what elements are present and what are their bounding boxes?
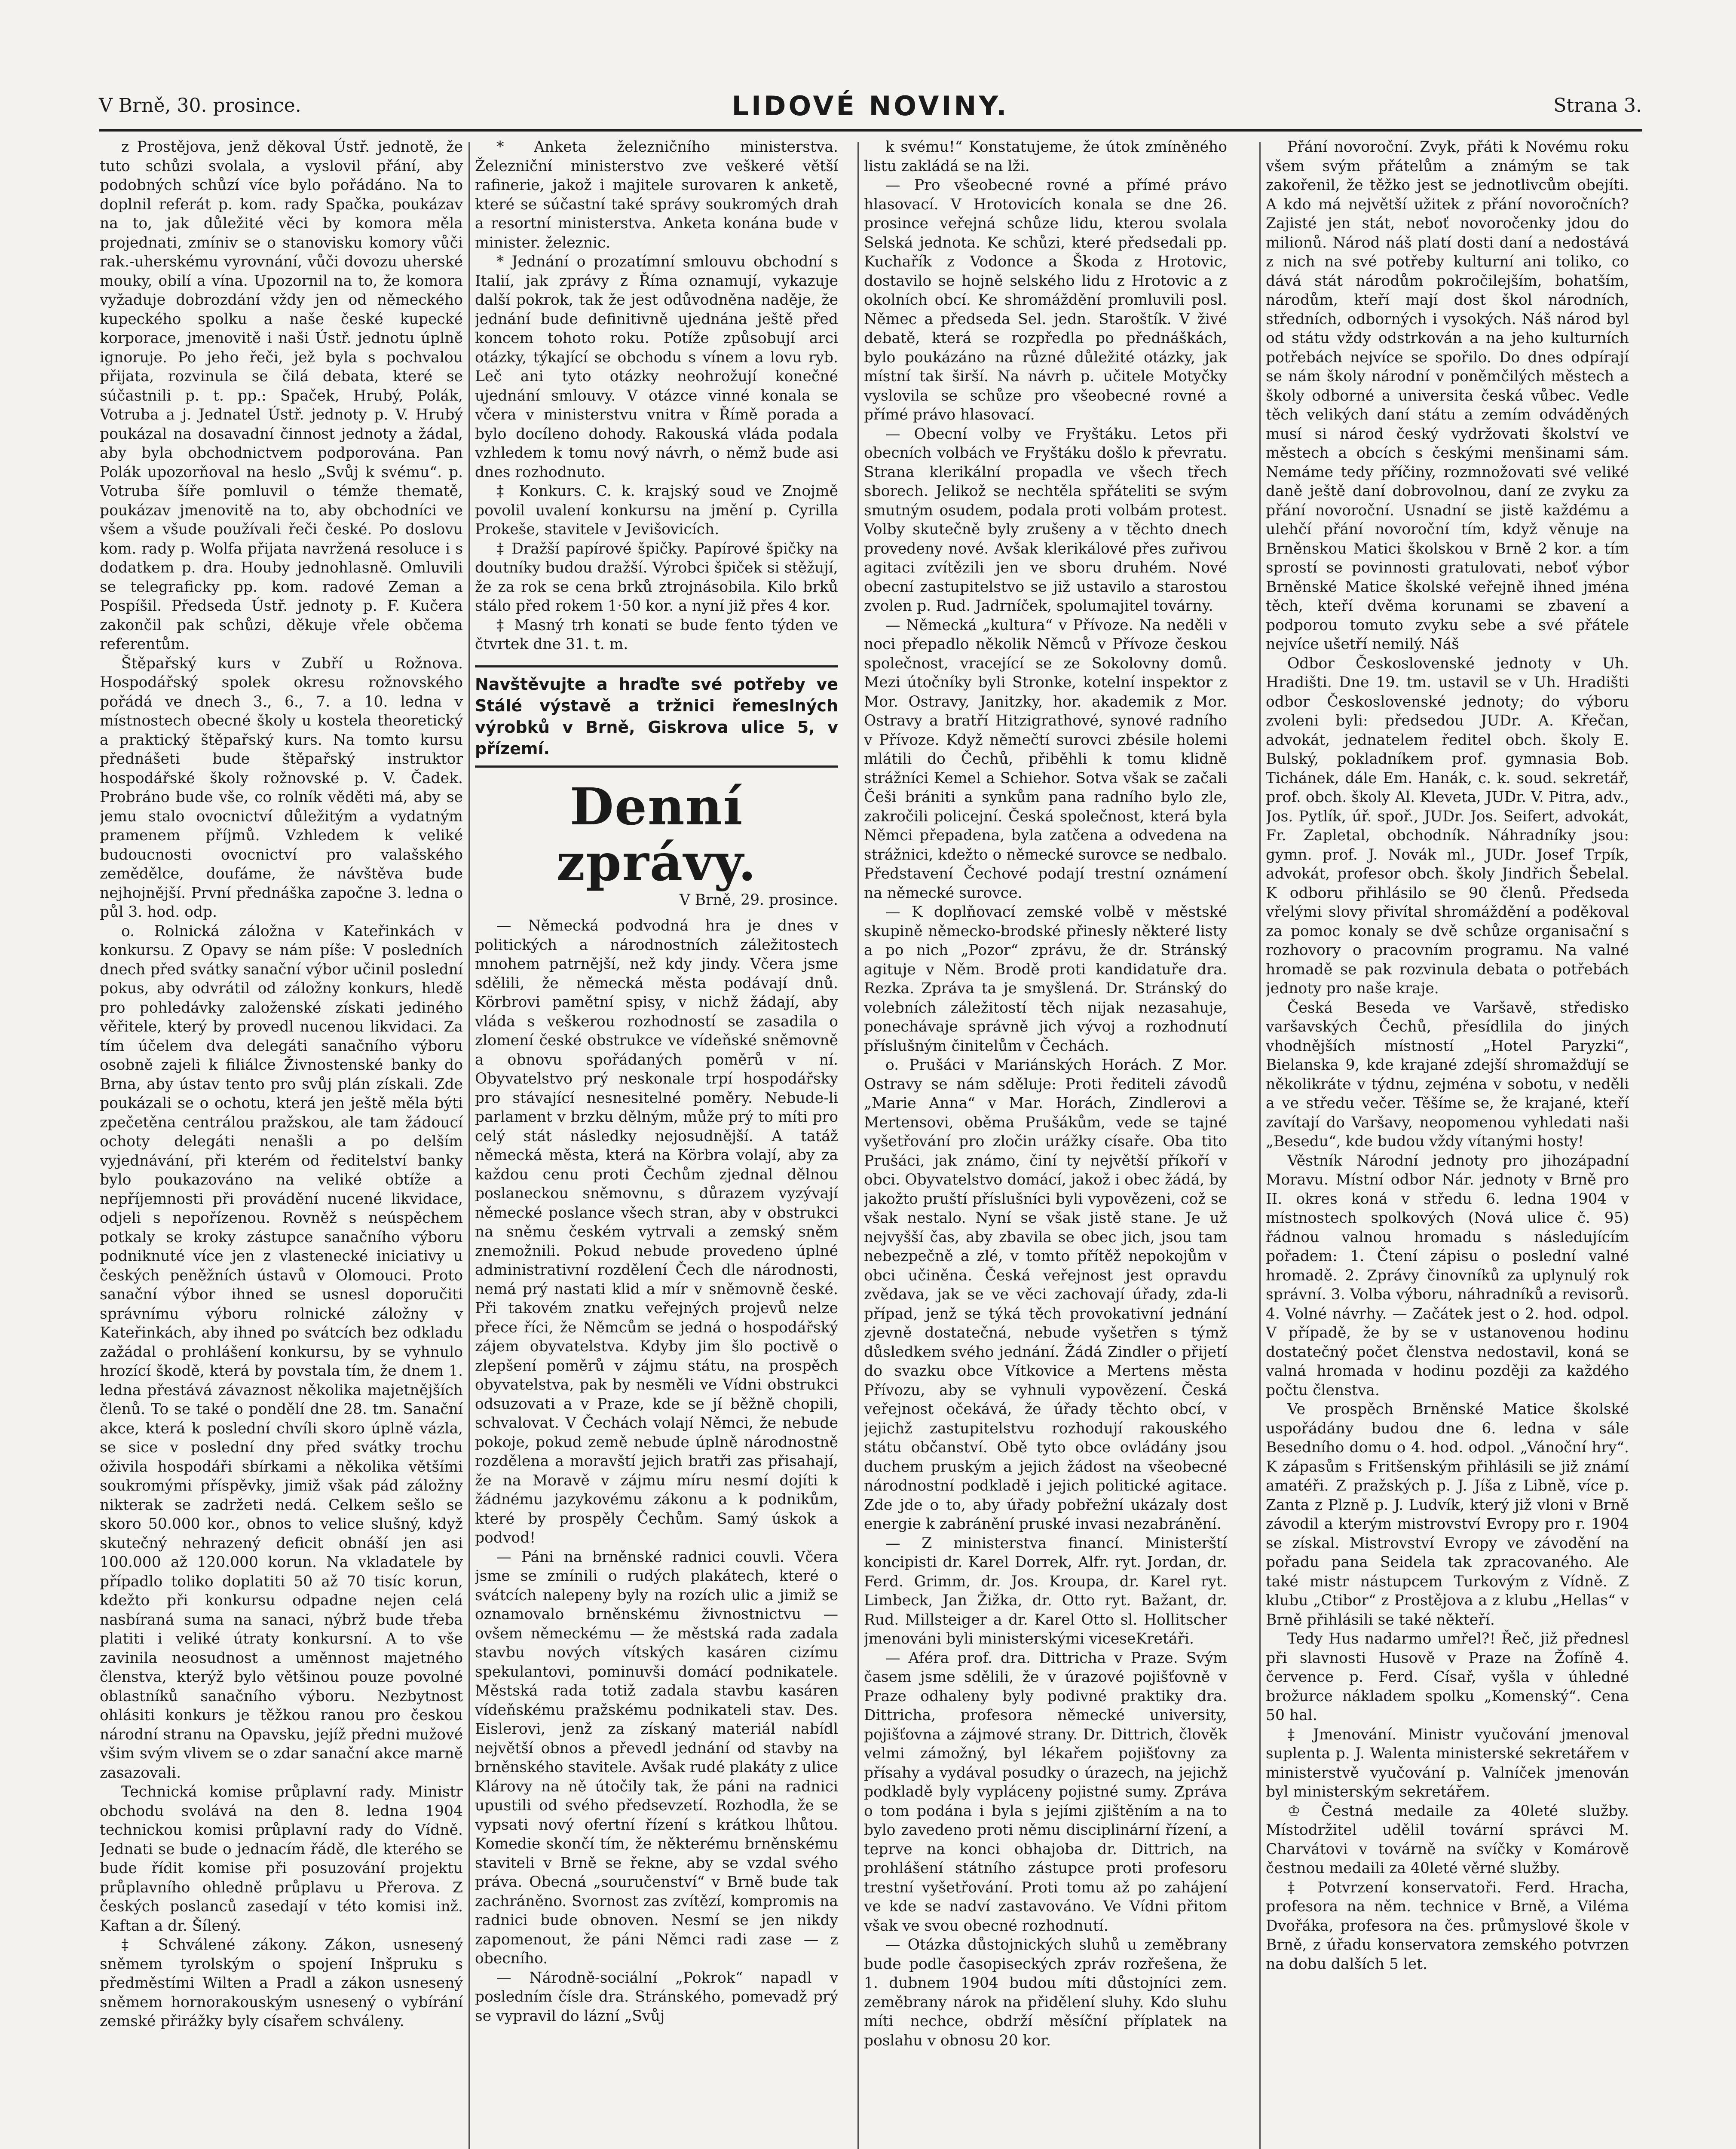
article-paragraph: * Jednání o prozatímní smlouvu obchodní s Italií, jak zprávy z Říma oznamují, vykazuje další pokrok, tak že jest odůvodněna naděje, že jednání bude definitivně ujednána ještě před koncem tohoto roku. Potíže způsobují arci otázky, týkající se obchodu s vínem a lovu ryb. Leč ani tyto otázky neohrožují konečné ujednání smlouvy. V otázce vinné konala se včera v ministerstvu vnitra v Římě porada a bylo docíleno dohody. Rakouská vláda podala vzhledem k tomu nový návrh, o němž bude asi dnes rozhodnuto. <box>475 253 838 481</box>
article-paragraph: — Pro všeobecné rovné a přímé právo hlasovací. V Hrotovicích konala se dne 26. prosince veřejná schůze lidu, kterou svolala Selská jednota. Ke schůzi, které předsedali pp. Kuchařík z Vodonce a Škoda z Hrotovic, dostavilo se hojně selského lidu z Hrotovic a z okolních obcí. Ke shromáždění promluvili posl. Němec a předseda Sel. jedn. Staroštík. V živé debatě, která se rozpředla po přednáškách, bylo poukázáno na různé důležité otázky, jak místní tak širší. Na návrh p. učitele Motyčky vyslovila se schůze pro všeobecné rovné a přímé právo hlasovací. <box>864 177 1227 423</box>
article-paragraph: — Aféra prof. dra. Dittricha v Praze. Svým časem jsme sdělili, že v úrazové pojišťovně v Praze odhaleny byly podivné praktiky dra. Dittricha, profesora německé university, pojišťovna a zájmové strany. Dr. Dittrich, člověk velmi zámožný, byl lékařem pojišťovny za přísahy a vydával posudky o úrazech, na jejichž podkladě byly vypláceny pojistné sumy. Zpráva o tom podána i byla s jejími zjištěním a na to bylo zavedeno proti němu disciplinární řízení, a teprve na konci obhajoba dr. Dittrich, na prohlášení státního zástupce proti profesoru trestní vyšetřování. Proti tomu až po zahájení ve kde se nadví zastavováno. Ve Vídni přitom však ve svou obecné rozhodnutí. <box>864 1649 1227 1935</box>
article-paragraph: Věstník Národní jednoty pro jihozápadní Moravu. Místní odbor Nár. jednoty v Brně pro II. okres koná v středu 6. ledna 1904 v místnostech spolkových (Nová ulice č. 95) řádnou valnou hromadu s následujícím pořadem: 1. Čtení zápisu o poslední valné hromadě. 2. Zprávy činovníků za uplynulý rok správní. 3. Volba výboru, náhradníků a revisorů. 4. Volné návrhy. — Začátek jest o 2. hod. odpol. V případě, že by se v ustanovenou hodinu dostatečný počet členstva nedostavil, koná se valná hromada v hodinu později za každého počtu členstva. <box>1266 1152 1629 1399</box>
header-date: V Brně, 30. prosince. <box>99 95 301 116</box>
section-date: V Brně, 29. prosince. <box>679 891 838 909</box>
article-paragraph: z Prostějova, jenž děkoval Ústř. jednotě, že tuto schůzi svolala, a vyslovil přání, aby podobných schůzí více bylo pořádáno. Na to doplnil referát p. kom. rady Spačka, poukázav na to, jak důležité věci by komora měla projednati, zmíniv se o stanovisku komory vůči rak.-uherskému vyrovnání, vůči dovozu uherské mouky, obilí a vína. Upozornil na to, že komora vyžaduje dobrozdání vždy jen od německého kupeckého spolku a naše české kupecké korporace, jmenovitě i naši Ústř. jednotu úplně ignoruje. Po jeho řeči, jež byla s pochvalou přijata, rozvinula se čilá debata, které se súčastnili p. t. pp.: Spaček, Hrubý, Polák, Votruba a j. Jednatel Ústř. jednoty p. V. Hrubý poukázal na dosavadní činnost jednoty a žádal, aby byla obchodnictvem podporována. Pan Polák upozorňoval na heslo „Svůj k svému“. p. Votruba šíře pomluvil o témže thematě, poukázav jmenovitě na to, aby obchodníci ve všem a všude používali řeči české. Po doslovu kom. rady p. Wolfa přijata navržená resoluce i s dodatkem p. dra. Houby jednohlasně. Omluvili se telegraficky pp. kom. radové Zeman a Pospíšil. Předseda Ústř. jednoty p. F. Kučera zakončil pak schůzi, děkuje vřele občema referentům. <box>100 138 463 653</box>
article-paragraph: — Páni na brněnské radnici couvli. Včera jsme se zmínili o rudých plakátech, které o svátcích nalepeny byly na rozích ulic a jimiž se oznamovalo brněnskému živnostnictvu — ovšem německému — že městská rada zadala stavbu nových vítských kasáren cizímu spekulantovi, pominuvši domácí podnikatele. Městská rada totiž zadala stavbu kasáren vídeňskému pražskému podnikateli stav. Des. Eislerovi, jenž za získaný materiál nabídl největší obnos a převedl jednání od stavby na brněnského stavitele. Avšak rudé plakáty z ulice Klárovy na ně útočily tak, že páni na radnici upustili od svého předsevzetí. Rozhodla, že se vypsati nový ofertní řízení s krátkou lhůtou. Komedie skončí tím, že některému brněnskému staviteli v Brně se řekne, aby se vzdal svého práva. Obecná „souručenství“ v Brně bude tak zachráněno. Svornost zas zvítězí, kompromis na radnici bude obnoven. Nesmí se jen nikdy zapomenout, že páni Němci radi zase — z obecního. <box>475 1548 838 1967</box>
article-paragraph: — Z ministerstva financí. Ministerští koncipisti dr. Karel Dorrek, Alfr. ryt. Jordan, dr. Ferd. Grimm, dr. Jos. Kroupa, dr. Karel ryt. Limbeck, Jan Žižka, dr. Otto ryt. Bažant, dr. Rud. Millsteiger a dr. Karel Otto sl. Hollitscher jmenováni byli ministerskými viceseKretáři. <box>864 1534 1227 1647</box>
column-2 <box>475 138 838 2149</box>
masthead-title: LIDOVÉ NOVINY. <box>732 90 1009 122</box>
column-rule <box>468 142 470 2149</box>
article-paragraph: ‡ Masný trh konati se bude fento týden ve čtvrtek dne 31. t. m. <box>475 616 838 653</box>
article-paragraph: — Otázka důstojnických sluhů u zeměbrany bude podle časopiseckých zpráv rozřešena, že 1. dubnem 1904 budou míti důstojníci zem. zeměbrany nárok na přidělení sluhy. Kdo sluhu míti nechce, obdrží měsíční příplatek na poslahu v obnosu 20 kor. <box>864 1936 1227 2049</box>
article-paragraph: Přání novoroční. Zvyk, přáti k Novému roku všem svým přátelům a známým se tak zakořenil, že těžko jest se jednotlivcům obejíti. A kdo má největší užitek z přání novoročních? Zajisté jen stát, neboť novoročenky jdou do milionů. Národ náš platí dosti daní a nedostává z nich na své potřeby kulturní ani toliko, co dává stát národům pokročilejším, bohatším, národům, kteří mají dost škol národních, středních, odborných i vysokých. Náš národ byl od státu vždy odstrkován a na jeho kulturních potřebách nejvíce se spořilo. Do dnes odpírají se nám školy národní v poněmčilých městech a školy odborné a universita česká vůbec. Vedle těch velikých daní státu a zemím odváděných musí si národ český vydržovati školství ve městech a obcích s českými menšinami sám. Nemáme tedy příčiny, rozmnožovati své veliké daně ještě daní dobrovolnou, daní ze zvyku za přání novoroční. Usnadní se jistě každému a ulehčí přání novoroční tím, když věnuje na Brněnskou Matici školskou v Brně 2 kor. a tím sprostí se povinnosti gratulovati, neboť výbor Brněnské Matice školské veřejně ihned jména těch, kteří dvěma korunami se zbavení a podporou tomuto zvyku sebe a své přátele nejvíce ušetří nemilý. Náš <box>1266 138 1629 653</box>
article-paragraph: Štěpařský kurs v Zubří u Rožnova. Hospodářský spolek okresu rožnovského pořádá ve dnech 3., 6., 7. a 10. ledna v místnostech obecné školy u kostela theoretický a praktický štěpařský kurs. Na tomto kursu přednášeti bude štěpařský instruktor hospodářské školy rožnovské p. V. Čadek. Probráno bude vše, co rolník věděti má, aby se jemu stalo ovocnictví důležitým a vydatným pramenem příjmů. Vzhledem k veliké budoucnosti ovocnictví pro valašského zemědělce, doufáme, že návštěva bude nejhojnější. První přednáška započne 3. ledna o půl 3. hod. odp. <box>100 655 463 921</box>
column-4 <box>1266 138 1629 2149</box>
page-header <box>99 90 1642 132</box>
article-paragraph: ‡ Konkurs. C. k. krajský soud ve Znojmě povolil uvalení konkursu na jmění p. Cyrilla Prokeše, stavitele v Jevišovicích. <box>475 483 838 538</box>
article-paragraph: — Obecní volby ve Fryštáku. Letos při obecních volbách ve Fryštáku došlo k převratu. Strana klerikální propadla ve všech třech sborech. Jelikož se nechtěla spřáteliti se svým smutným osudem, podala proti volbám protest. Volby skutečně byly zrušeny a v těchto dnech provedeny nové. Avšak klerikálové přes zuřivou agitaci zvítězili jen ve sboru druhém. Nové obecní zastupitelstvo se již ustavilo a starostou zvolen p. Rud. Jadrníček, spolumajitel továrny. <box>864 425 1227 615</box>
article-paragraph: o. Prušáci v Mariánských Horách. Z Mor. Ostravy se nám sděluje: Proti řediteli závodů „Marie Anna“ v Mar. Horách, Zindlerovi a Mertensovi, oběma Prušákům, vede se tajné vyšetřování pro zločin urážky císaře. Oba tito Prušáci, jak známo, činí ty největší příkoří v obci. Obyvatelstvo domácí, jakož i obec žádá, by jakožto pruští příslušníci byli vypovězeni, což se však nestalo. Nyní se však jistě stane. Je už nejvyšší čas, aby zbavila se obec jich, jsou tam nebezpečně a zlé, v tomto přítěž nepokojům v obci učiněna. Česká veřejnost jest opravdu zvědava, jak se ve věci zachovají úřady, zda-li případ, jenž se týká těch provokativní jednání zjevně dostatečná, nebude vyšetřen s týmž důsledkem svého jednání. Žádá Zindler o přijetí do svazku obce Vítkovice a Mertens města Přívozu, aby se vyhnuli vypovězení. Česká veřejnost očekává, že úřady těchto obcí, v jejichž zastupitelstvu rozhodují rakouského státu občanství. Obě tyto obce ovládány jsou duchem pruským a jejich žádost na všeobecné národnostní podkladě i jejich politické agitace. Zde jde o to, aby úřady pobřežní ukázaly dost energie k zabránění pruské invasi nezabránění. <box>864 1056 1227 1533</box>
column-3 <box>864 138 1227 2149</box>
column-rule <box>1259 142 1261 2149</box>
article-paragraph: ‡ Jmenování. Ministr vyučování jmenoval suplenta p. J. Walenta ministerské sekretářem v ministerstvě vyučování p. Valníček jmenován byl ministerským sekretářem. <box>1266 1726 1629 1800</box>
article-paragraph: — Německá „kultura“ v Přívoze. Na neděli v noci přepadlo několik Němců v Přívoze českou společnost, vracející se ze Sokolovny domů. Mezi útočníky byli Stronke, kotelní inspektor z Mor. Ostravy, Janitzky, hor. akademik z Mor. Ostravy a bratří Hitzigrathové, synové radního v Přívoze. Když němečtí surovci zbésile holemi mlátili do Čechů, přiběhli k tomu klidně strážníci Kemel a Schiehor. Sotva však se začali Češi brániti a synkům pana radního bylo zle, zakročili policejní. Česká společnost, která byla Němci přepadena, byla zatčena a odvedena na strážnici, kdežto o německé surovce se nedbalo. Představení Čechové podají trestní oznámení na německé surovce. <box>864 616 1227 902</box>
article-paragraph: ‡ Potvrzení konservatoři. Ferd. Hracha, profesora na něm. technice v Brně, a Viléma Dvořáka, profesora na čes. průmyslové škole v Brně, z úřadu konservatora zemského potvrzen na dobu dalších 5 let. <box>1266 1879 1629 1973</box>
column-1 <box>100 138 463 2149</box>
advertisement-text: Navštěvujte a hraďte své potřeby ve Stálé výstavě a tržnici řemeslných výrobků v Brně, Giskrova ulice 5, v přízemí. <box>475 674 838 758</box>
page-number: Strana 3. <box>1553 95 1642 116</box>
article-paragraph: Tedy Hus nadarmo umřel?! Řeč, již přednesl při slavnosti Husově v Praze na Žofíně 4. července p. Ferd. Císař, vyšla v úhledné brožurce nákladem spolku „Komenský“. Cena 50 hal. <box>1266 1630 1629 1724</box>
article-paragraph: Technická komise průplavní rady. Ministr obchodu svolává na den 8. ledna 1904 technickou komisi průplavní rady do Vídně. Jednati se bude o jednacím řádě, dle kterého se bude řídit komise při posuzování projektu průplavního ohledně průplavu u Přerova. Z českých poslanců zasedají v této komisi inž. Kaftan a dr. Šílený. <box>100 1783 463 1935</box>
article-paragraph: ‡ Dražší papírové špičky. Papírové špičky na doutníky budou dražší. Výrobci špiček si stěžují, že za rok se cena brků ztrojnásobila. Kilo brků stálo před rokem 1·50 kor. a nyní již přes 4 kor. <box>475 540 838 615</box>
article-paragraph: * Anketa železničního ministerstva. Železniční ministerstvo zve veškeré větší rafinerie, jakož i majitele surovaren k anketě, které se súčastní také správy soukromých drah a resortní ministerstva. Anketa konána bude v minister. železnic. <box>475 138 838 251</box>
article-paragraph: o. Rolnická záložna v Kateřinkách v konkursu. Z Opavy se nám píše: V posledních dnech před svátky sanační výbor učinil poslední pokus, aby odvrátil od záložny konkurs, hledě pro pohledávky založenské získati jediného věřitele, který by provedl nucenou likvidaci. Za tím účelem dva delegáti sanačního výboru osobně zajeli k filiálce Živnostenské banky do Brna, aby ústav tento pro svůj plán získali. Zde poukázali se o ochotu, která jen ještě měla býti zpečetěna centrálou pražskou, ale tam žádoucí ochoty delegáti nenašli a po delším vyjednávání, při kterém od ředitelství banky bylo poukazováno na veliké obtíže a nepříjemnosti při provádění nucené likvidace, odjeli s nepořízenou. Rovněž s neúspěchem potkaly se kroky zástupce sanačního výboru podniknuté více jen z vlastenecké iniciativy u českých peněžních ústavů v Olomouci. Proto sanační výbor ihned se usnesl doporučiti správnímu výboru rolnické záložny v Kateřinkách, aby ihned po svátcích bez odkladu zažádal o prohlášení konkursu, by se vyhnulo hrozící škodě, která by povstala tím, že dnem 1. ledna přestává závaznost několika majetnějších členů. To se také o pondělí dne 28. tm. Sanační akce, která k poslední chvíli skoro úplně vázla, se sice v poslední dny před svátky trochu oživila hospodáři sbírkami a několika většími soukromými příspěvky, jimiž však pád záložny nikterak se zadržeti nedá. Celkem sešlo se skoro 50.000 kor., obnos to velice slušný, když skutečný nehrazený deficit obnáší jen asi 100.000 až 120.000 korun. Na vkladatele by případlo toliko doplatiti 50 až 70 tisíc korun, kdežto při konkursu odpadne nejen celá nasbíraná suma na sanaci, nýbrž bude třeba platiti i veliké útraty konkursní. A to vše zavinila neosudnost a uměnnost majetného členstva, kterýž bylo většinou pouze povolné oblastníků sanačního výboru. Nezbytnost ohlásiti konkurs je těžkou ranou pro českou národní stranu na Opavsku, jejíž předni mužové všim svým vlivem se o zdar sanační akce marně zasazovali. <box>100 922 463 1782</box>
article-paragraph: Ve prospěch Brněnské Matice školské uspořádány budou dne 6. ledna v sále Besedního domu o 4. hod. odpol. „Vánoční hry“. K zápasům s Fritšenským přihlásili se již známí amatéři. Z pražských p. J. Jíša z Libně, více p. Zanta z Plzně p. J. Ludvík, který již vloni v Brně závodil a kterým mistrovství Evropy pro r. 1904 se získal. Mistrovství Evropy ve závodění na pořadu pana Seidela tak zpracovaného. Ale také mistr nástupcem Turkovým z Vídně. Z klubu „Ctibor“ z Prostějova a z klubu „Hellas“ v Brně přihlásili se také někteří. <box>1266 1401 1629 1629</box>
article-paragraph: Česká Beseda ve Varšavě, středisko varšavských Čechů, přesídlila do jiných vhodnějších místností „Hotel Paryzki“, Bielanska 9, kde krajané zdejší shromažďují se několikráte v týdnu, zejména v sobotu, v neděli a ve středu večer. Těšíme se, že krajané, kteří zavítají do Varšavy, neopomenou vyhledati naši „Besedu“, kde budou vždy vítanými hosty! <box>1266 999 1629 1150</box>
article-paragraph: — Německá podvodná hra je dnes v politických a národnostních záležitostech mnohem patrnější, než kdy jindy. Včera jsme sdělili, že německá města podávají dnů. Körbrovi pamětní spisy, v nichž žádají, aby vláda s veškerou rozhodností se zasadila o zlomení české obstrukce ve vídeňské sněmovně a obnovu spořádaných poměrů v ní. Obyvatelstvo prý neskonale trpí hospodářsky pro stávající nesnesitelné poměry. Nebude-li parlament v brzku dělným, může prý to míti pro celý stát následky nejosudnější. A tatáž německá města, která na Körbra volají, aby za každou cenu proti Čechům zjednal dělnou poslaneckou sněmovnu, s důrazem vyzývají německé poslance všech stran, aby v obstrukci na sněmu českém vytrvali a zemský sněm znemožnili. Pokud nebude provedeno úplné administrativní rozdělení Čech dle národnosti, nemá prý nastati klid a mír v sněmovně české. Při takovém znatku veřejných projevů nelze přece říci, že Němcům se jedná o hospodářský zájem obyvatelstva. Kdyby jim šlo poctivě o zlepšení poměrů v zájmu státu, na prospěch obyvatelstva, pak by nesměli ve Vídni obstrukci odsuzovati a v Praze, kde se jí běžně chopili, schvalovat. V Čechách volají Němci, že nebude pokoje, pokud země nebude úplně národnostně rozdělena a moravští jejich bratři zas přisahají, že na Moravě v zájmu míru nesmí dojíti k žádnému jazykovému zákonu a k podnikům, které by prospěly Čechům. Samý úskok a podvod! <box>475 917 838 1546</box>
article-paragraph: ‡ Schválené zákony. Zákon, usnesený sněmem tyrolským o spojení Inšpruku s předměstími Wilten a Pradl a zákon usnesený sněmem hornorakouským usnesený o vybírání zemské přirážky byly císařem schváleny. <box>100 1936 463 2030</box>
column-rule <box>857 142 859 2149</box>
advertisement-box <box>475 665 838 768</box>
article-paragraph: ♔ Čestná medaile za 40leté služby. Místodržitel udělil tovární správci M. Charvátovi v továrně na svíčky v Komárově čestnou medaili za 40leté věrné služby. <box>1266 1802 1629 1877</box>
section-title: Denní zprávy. <box>556 776 757 892</box>
article-paragraph: — Národně-sociální „Pokrok“ napadl v posledním čísle dra. Stránského, pomevadž prý se vypravil do lázní „Svůj <box>475 1969 838 2025</box>
article-paragraph: k svému!“ Konstatujeme, že útok zmíněného listu zakládá se na lži. <box>864 138 1227 175</box>
article-paragraph: — K doplňovací zemské volbě v městské skupině německo-brodské přinesly některé listy a po nich „Pozor“ zprávu, že dr. Stránský agituje v Něm. Brodě proti kandidatuře dra. Rezka. Zpráva ta je smyšlená. Dr. Stránský do volebních záležitostí těch nijak nezasahuje, ponechávaje správně jich vývoj a rozhodnutí příslušným činitelům v Čechách. <box>864 903 1227 1055</box>
article-paragraph: Odbor Československé jednoty v Uh. Hradišti. Dne 19. tm. ustavil se v Uh. Hradišti odbor Československé jednoty; do výboru zvoleni byli: předsedou JUDr. A. Křečan, advokát, jednatelem ředitel obch. školy E. Bulský, pokladníkem prof. gymnasia Bob. Tichánek, dále Em. Hanák, c. k. soud. sekretář, prof. obch. školy Al. Kleveta, JUDr. V. Pitra, adv., Jos. Pytlík, úř. spoř., JUDr. Jos. Seifert, advokát, Fr. Zapletal, obchodník. Náhradníky jsou: gymn. prof. J. Novák ml., JUDr. Josef Trpík, advokát, profesor obch. školy Jindřich Šebelal. K odboru přihlásilo se 90 členů. Předseda vřelými slovy přivítal shromáždění a poděkoval za pomoc konaly se dvě schůze organisační s rozhovory o pracovním programu. Na valné hromadě se pak rozvinula debata o potřebách jednoty pro naše kraje. <box>1266 655 1629 997</box>
